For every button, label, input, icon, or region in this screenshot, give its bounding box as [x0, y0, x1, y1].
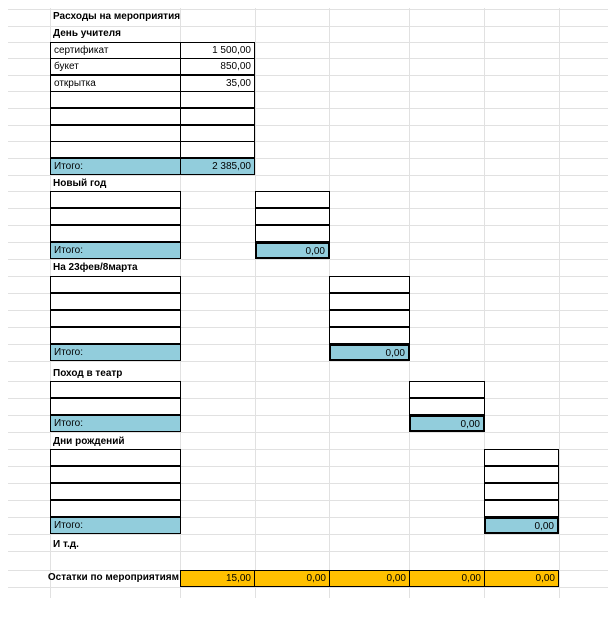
empty-item-cell[interactable] [50, 500, 181, 517]
gridline [8, 361, 608, 362]
section-heading-feb-march[interactable]: На 23фев/8марта [53, 262, 138, 273]
balance-value-cell[interactable]: 15,00 [180, 570, 255, 587]
empty-item-cell[interactable] [50, 125, 181, 142]
empty-amount-cell[interactable] [484, 449, 559, 466]
item-name-cell[interactable]: сертификат [50, 42, 181, 59]
empty-item-cell[interactable] [50, 191, 181, 208]
section-heading-birthdays[interactable]: Дни рождений [53, 436, 125, 447]
empty-item-cell[interactable] [50, 293, 181, 310]
empty-item-cell[interactable] [50, 398, 181, 415]
total-value-cell[interactable]: 0,00 [409, 415, 485, 432]
total-label-cell[interactable]: Итого: [50, 415, 181, 432]
balance-value-cell[interactable]: 0,00 [409, 570, 485, 587]
empty-amount-cell[interactable] [329, 310, 410, 327]
gridline [559, 8, 560, 598]
balance-value-cell[interactable]: 0,00 [254, 570, 330, 587]
empty-item-cell[interactable] [50, 381, 181, 398]
balance-value-cell[interactable]: 0,00 [484, 570, 559, 587]
empty-amount-cell[interactable] [180, 91, 255, 108]
sheet-title[interactable]: Расходы на мероприятия [53, 11, 181, 22]
total-value-cell[interactable]: 0,00 [484, 517, 559, 534]
section-heading-teachers-day[interactable]: День учителя [53, 28, 121, 39]
total-value-cell[interactable]: 2 385,00 [180, 158, 255, 175]
section-heading-theatre[interactable]: Поход в театр [53, 368, 123, 379]
total-label-cell[interactable]: Итого: [50, 242, 181, 259]
total-label-cell[interactable]: Итого: [50, 344, 181, 361]
empty-amount-cell[interactable] [255, 191, 330, 208]
empty-amount-cell[interactable] [180, 141, 255, 158]
etc-label[interactable]: И т.д. [53, 539, 79, 550]
item-amount-cell[interactable]: 35,00 [180, 75, 255, 92]
empty-amount-cell[interactable] [329, 327, 410, 344]
empty-amount-cell[interactable] [484, 483, 559, 500]
gridline [8, 534, 608, 535]
gridline [255, 8, 256, 598]
empty-amount-cell[interactable] [180, 125, 255, 142]
gridline [8, 587, 608, 588]
empty-item-cell[interactable] [50, 327, 181, 344]
empty-item-cell[interactable] [50, 225, 181, 242]
empty-amount-cell[interactable] [329, 276, 410, 293]
item-amount-cell[interactable]: 1 500,00 [180, 42, 255, 59]
empty-amount-cell[interactable] [484, 500, 559, 517]
empty-item-cell[interactable] [50, 208, 181, 225]
balance-label[interactable]: Остатки по мероприятиям [47, 572, 179, 583]
item-name-cell[interactable]: букет [50, 58, 181, 75]
empty-amount-cell[interactable] [409, 398, 485, 415]
empty-amount-cell[interactable] [484, 466, 559, 483]
empty-item-cell[interactable] [50, 466, 181, 483]
empty-amount-cell[interactable] [255, 208, 330, 225]
empty-amount-cell[interactable] [329, 293, 410, 310]
total-value-cell[interactable]: 0,00 [329, 344, 410, 361]
empty-amount-cell[interactable] [409, 381, 485, 398]
empty-amount-cell[interactable] [180, 108, 255, 125]
item-name-cell[interactable]: открытка [50, 75, 181, 92]
empty-item-cell[interactable] [50, 91, 181, 108]
gridline [8, 432, 608, 433]
balance-value-cell[interactable]: 0,00 [329, 570, 410, 587]
total-label-cell[interactable]: Итого: [50, 517, 181, 534]
empty-amount-cell[interactable] [255, 225, 330, 242]
total-label-cell[interactable]: Итого: [50, 158, 181, 175]
empty-item-cell[interactable] [50, 449, 181, 466]
empty-item-cell[interactable] [50, 108, 181, 125]
empty-item-cell[interactable] [50, 276, 181, 293]
empty-item-cell[interactable] [50, 310, 181, 327]
section-heading-new-year[interactable]: Новый год [53, 178, 107, 189]
item-amount-cell[interactable]: 850,00 [180, 58, 255, 75]
empty-item-cell[interactable] [50, 483, 181, 500]
empty-item-cell[interactable] [50, 141, 181, 158]
total-value-cell[interactable]: 0,00 [255, 242, 330, 259]
